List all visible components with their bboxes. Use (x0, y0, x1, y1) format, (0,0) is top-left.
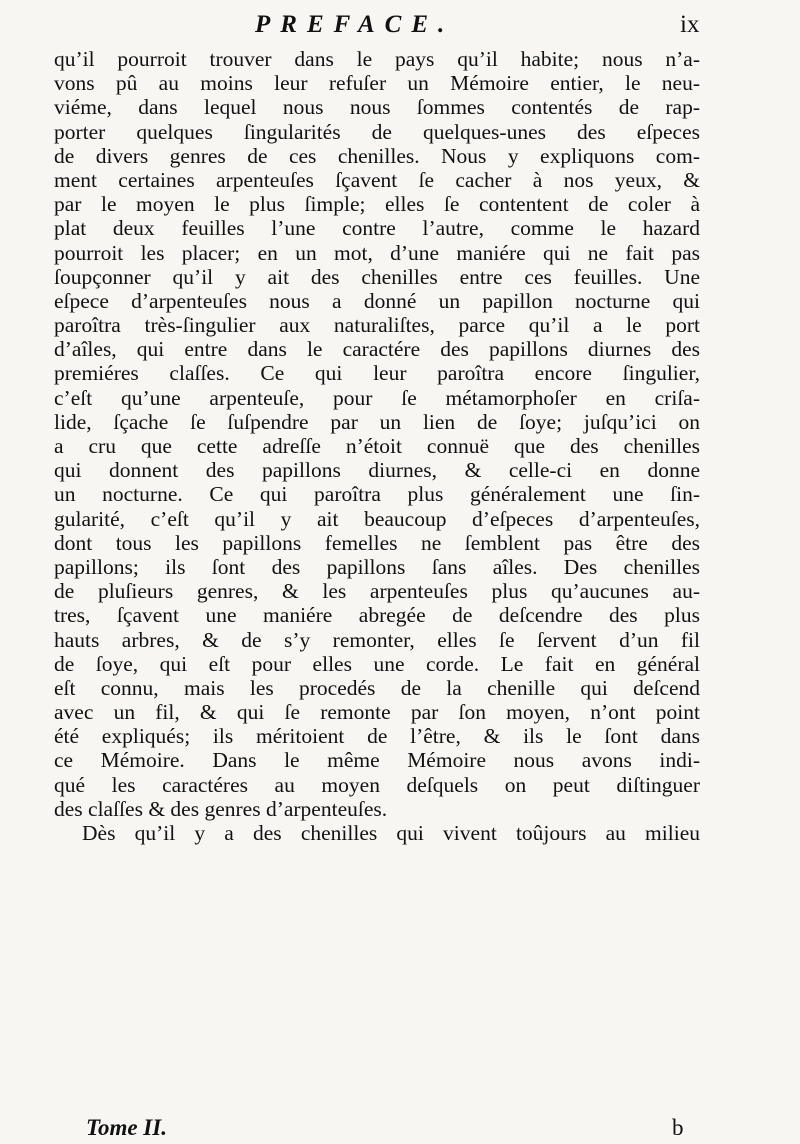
text-line: un nocturne. Ce qui paroîtra plus généralement une ſin- (54, 482, 700, 507)
page-number: ix (680, 11, 700, 38)
text-line: avec un fil, & qui ſe remonte par ſon moyen, n’ont point (54, 700, 700, 725)
text-line: ſoupçonner qu’il y ait des chenilles entre ces feuilles. Une (54, 264, 700, 289)
text-line: c’eſt qu’une arpenteuſe, pour ſe métamorphoſer en criſa- (54, 385, 700, 410)
text-line: viéme, dans lequel nous nous ſommes contentés de rap- (54, 95, 700, 120)
text-line: vons pû au moins leur refuſer un Mémoire entier, le neu- (54, 71, 700, 96)
text-line: qué les caractéres au moyen deſquels on peut diſtinguer (54, 772, 700, 797)
text-line: pourroit les placer; en un mot, d’une maniére qui ne fait pas (54, 240, 700, 265)
text-line: ment certaines arpenteuſes ſçavent ſe cacher à nos yeux, & (54, 167, 700, 192)
page-footer (0, 1113, 800, 1143)
text-line: qu’il pourroit trouver dans le pays qu’il habite; nous n’a- (54, 47, 700, 71)
text-line: de ſoye, qui eſt pour elles une corde. Le fait en général (54, 651, 700, 676)
text-line: été expliqués; ils méritoient de l’être, & ils le ſont dans (54, 724, 700, 749)
text-line: eſpece d’arpenteuſes nous a donné un papillon nocturne qui (54, 288, 700, 313)
text-line: lide, ſçache ſe ſuſpendre par un lien de ſoye; juſqu’ici on (54, 409, 700, 434)
text-line: d’aîles, qui entre dans le caractére des papillons diurnes des (54, 337, 700, 362)
text-line: des claſſes & des genres d’arpenteuſes. (54, 796, 388, 821)
text-line: papillons; ils ſont des papillons ſans aîles. Des chenilles (54, 554, 700, 579)
text-line: plat deux feuilles l’une contre l’autre, comme le hazard (54, 216, 700, 241)
text-line: de divers genres de ces chenilles. Nous y expliquons com- (54, 143, 700, 168)
running-title: PREFACE. (255, 11, 455, 38)
volume-label: Tome II. (86, 1115, 167, 1140)
text-line: dont tous les papillons femelles ne ſemblent pas être des (54, 530, 700, 555)
text-line: qui donnent des papillons diurnes, & celle-ci en donne (54, 458, 700, 483)
text-line: par le moyen le plus ſimple; elles ſe contentent de coler à (54, 192, 700, 217)
text-line: Dès qu’il y a des chenilles qui vivent toûjours au milieu (82, 821, 700, 845)
page-header (0, 8, 800, 42)
text-line: a cru que cette adreſſe n’étoit connuë que des chenilles (54, 434, 700, 458)
text-line: tres, ſçavent une maniére abregée de deſcendre des plus (54, 603, 700, 628)
text-line: ce Mémoire. Dans le même Mémoire nous avons indi- (54, 748, 700, 773)
text-line: paroîtra très-ſingulier aux naturaliſtes, parce qu’il a le port (54, 313, 700, 338)
preface-text (54, 47, 700, 845)
signature-mark: b (672, 1115, 684, 1140)
text-line: premiéres claſſes. Ce qui leur paroîtra encore ſingulier, (54, 361, 700, 386)
text-line: eſt connu, mais les procedés de la chenille qui deſcend (54, 675, 700, 700)
text-line: de pluſieurs genres, & les arpenteuſes plus qu’aucunes au- (54, 579, 700, 604)
text-line: hauts arbres, & de s’y remonter, elles ſe ſervent d’un fil (54, 627, 700, 652)
text-line: gularité, c’eſt qu’il y ait beaucoup d’eſpeces d’arpenteuſes, (54, 506, 700, 531)
text-line: porter quelques ſingularités de quelques-unes des eſpeces (54, 119, 700, 144)
